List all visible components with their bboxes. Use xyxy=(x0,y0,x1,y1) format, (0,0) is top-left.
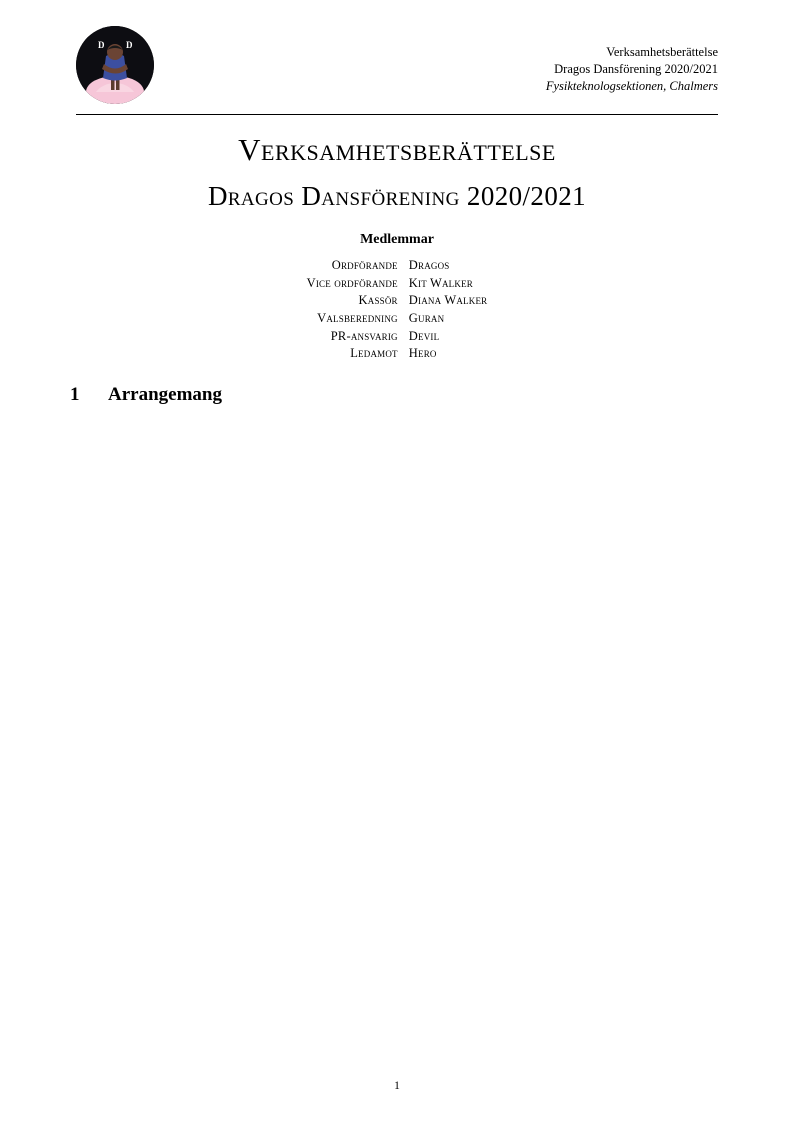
header-line-organization: Dragos Dansförening 2020/2021 xyxy=(554,61,718,76)
page-header xyxy=(76,26,718,112)
member-name: Dragos xyxy=(408,258,450,273)
svg-text:D: D xyxy=(98,40,105,50)
members-table xyxy=(307,257,488,363)
member-role: Ledamot xyxy=(350,346,398,361)
members-block xyxy=(76,232,718,363)
table-row xyxy=(307,327,488,345)
header-line-affiliation: Fysikteknologsektionen, Chalmers xyxy=(545,78,718,93)
table-row xyxy=(307,275,488,293)
association-logo xyxy=(76,26,154,104)
header-text-block xyxy=(546,44,718,95)
table-row xyxy=(307,345,488,363)
header-line-title: Verksamhetsberättelse xyxy=(606,45,718,59)
member-name: Hero xyxy=(408,346,437,361)
member-role: Valsberedning xyxy=(317,311,398,326)
page-title: Verksamhetsberättelse xyxy=(238,132,556,167)
member-name: Kit Walker xyxy=(408,275,473,290)
title-block xyxy=(76,132,718,212)
member-role: Vice ordförande xyxy=(306,275,398,290)
member-role: Kassör xyxy=(358,293,398,308)
section-number: 1 xyxy=(70,384,80,405)
header-divider xyxy=(76,114,718,115)
member-name: Diana Walker xyxy=(408,293,488,308)
svg-text:D: D xyxy=(126,40,133,50)
page-footer xyxy=(0,1080,794,1092)
members-heading: Medlemmar xyxy=(360,232,434,247)
member-name: Devil xyxy=(408,328,440,343)
section-arrangemang xyxy=(70,384,718,406)
member-role: PR-ansvarig xyxy=(330,328,398,343)
table-row xyxy=(307,257,488,275)
table-row xyxy=(307,292,488,310)
section-heading xyxy=(70,384,718,406)
page-number: 1 xyxy=(394,1080,400,1092)
member-name: Guran xyxy=(408,311,445,326)
table-row xyxy=(307,310,488,328)
page-subtitle: Dragos Dansförening 2020/2021 xyxy=(207,180,587,211)
member-role: Ordförande xyxy=(331,258,398,273)
section-title: Arrangemang xyxy=(108,384,222,405)
